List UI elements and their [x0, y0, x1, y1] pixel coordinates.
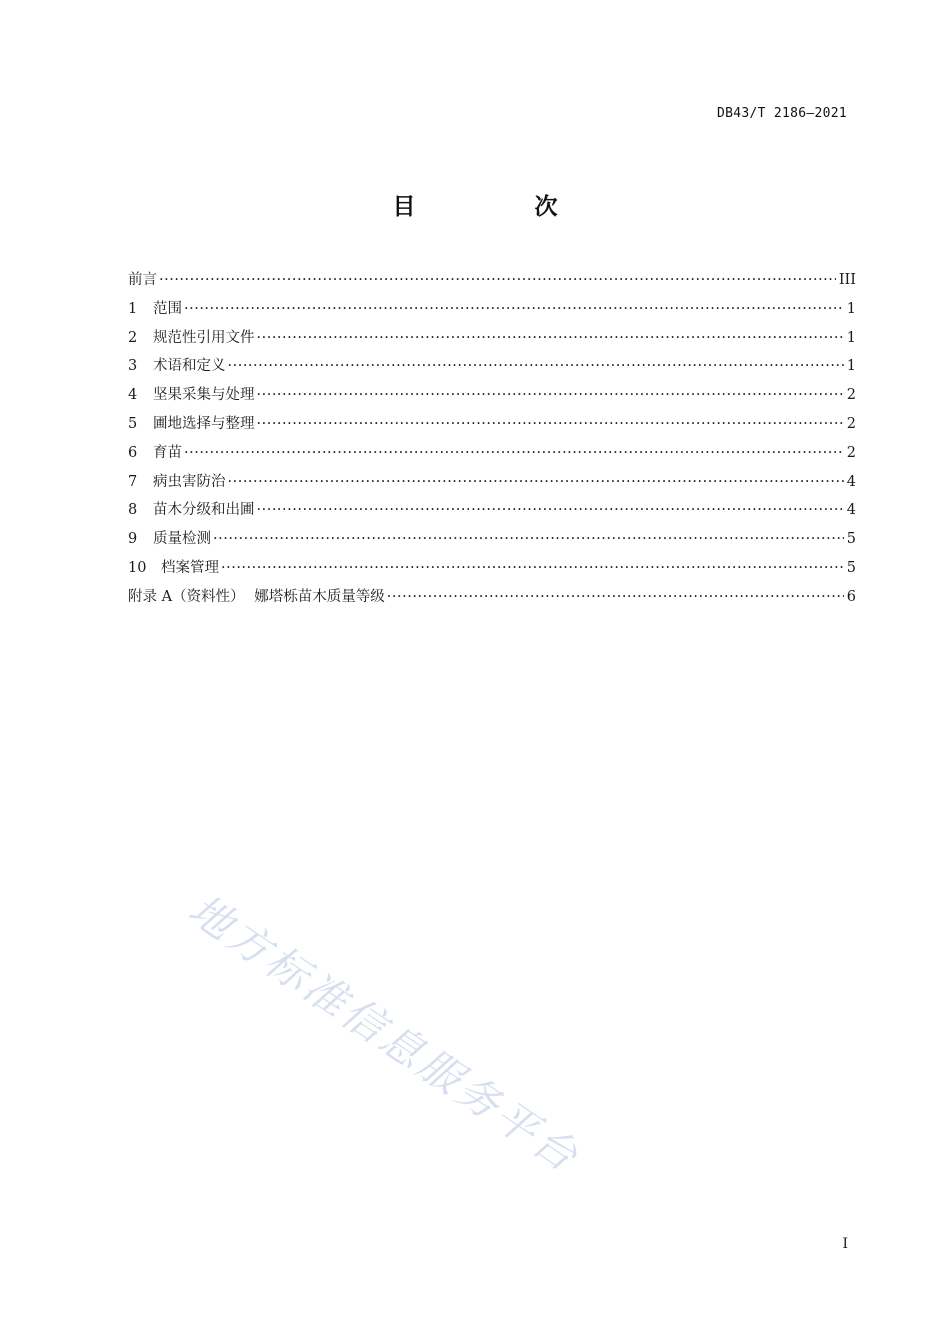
toc-entry-text: 育苗 [153, 444, 182, 461]
toc-entry-5[interactable] [128, 410, 856, 439]
toc-entry-9[interactable] [128, 525, 856, 554]
toc-entry-text: 病虫害防治 [153, 473, 226, 490]
toc-entry-number: 5 [128, 415, 138, 432]
toc-leader-dots [257, 410, 844, 439]
toc-leader-dots [228, 352, 844, 381]
toc-entry-appendix-a[interactable] [128, 583, 856, 612]
toc-entry-text: 档案管理 [161, 559, 219, 576]
toc-leader-dots [221, 554, 844, 583]
table-of-contents [128, 266, 856, 612]
toc-entry-page: 6 [846, 588, 856, 605]
toc-entry-page: 2 [846, 387, 856, 404]
toc-entry-number: 10 [128, 559, 147, 576]
toc-entry-page: III [838, 272, 856, 288]
toc-entry-2[interactable] [128, 324, 856, 353]
toc-entry-1[interactable] [128, 295, 856, 324]
toc-entry-text: 坚果采集与处理 [153, 387, 255, 404]
toc-entry-number: 7 [128, 473, 138, 490]
toc-entry-text: 术语和定义 [153, 358, 226, 375]
toc-entry-page: 2 [846, 415, 856, 432]
toc-entry-7[interactable] [128, 468, 856, 497]
toc-entry-foreword[interactable] [128, 266, 856, 295]
toc-leader-dots [159, 266, 836, 295]
toc-entry-page: 1 [846, 300, 856, 317]
toc-entry-4[interactable] [128, 381, 856, 410]
standard-number: DB43/T 2186—2021 [716, 106, 847, 121]
toc-entry-page: 4 [846, 473, 856, 490]
toc-entry-number: 8 [128, 502, 138, 519]
toc-entry-number: 1 [128, 300, 138, 317]
toc-entry-6[interactable] [128, 439, 856, 468]
toc-entry-page: 5 [846, 559, 856, 576]
watermark: 地方标准信息服务平台 [180, 884, 589, 1183]
toc-leader-dots [184, 439, 844, 468]
page-number: I [842, 1236, 848, 1252]
toc-entry-text: 圃地选择与整理 [153, 415, 255, 432]
toc-entry-page: 1 [846, 329, 856, 346]
toc-entry-text: 苗木分级和出圃 [153, 502, 255, 519]
toc-leader-dots [387, 583, 844, 612]
toc-entry-number: 4 [128, 387, 138, 404]
toc-entry-number: 3 [128, 358, 138, 375]
toc-entry-text: 质量检测 [153, 531, 211, 548]
toc-entry-page: 5 [846, 531, 856, 548]
toc-entry-8[interactable] [128, 496, 856, 525]
toc-entry-number: 2 [128, 329, 138, 346]
toc-entry-text: 规范性引用文件 [153, 329, 255, 346]
toc-entry-page: 1 [846, 358, 856, 375]
toc-entry-text: 前言 [128, 272, 157, 288]
toc-leader-dots [228, 468, 844, 497]
toc-entry-number: 9 [128, 531, 138, 548]
toc-entry-number: 6 [128, 444, 138, 461]
toc-leader-dots [184, 295, 844, 324]
toc-entry-3[interactable] [128, 352, 856, 381]
toc-entry-subtext: 娜塔栎苗木质量等级 [254, 588, 385, 605]
toc-leader-dots [257, 324, 844, 353]
page-title: 目 次 [392, 194, 606, 220]
toc-entry-10[interactable] [128, 554, 856, 583]
toc-entry-page: 2 [846, 444, 856, 461]
toc-entry-text: 附录 A（资料性） [128, 588, 245, 605]
toc-entry-page: 4 [846, 502, 856, 519]
toc-leader-dots [213, 525, 844, 554]
toc-leader-dots [257, 496, 844, 525]
toc-entry-text: 范围 [153, 300, 182, 317]
toc-leader-dots [257, 381, 844, 410]
